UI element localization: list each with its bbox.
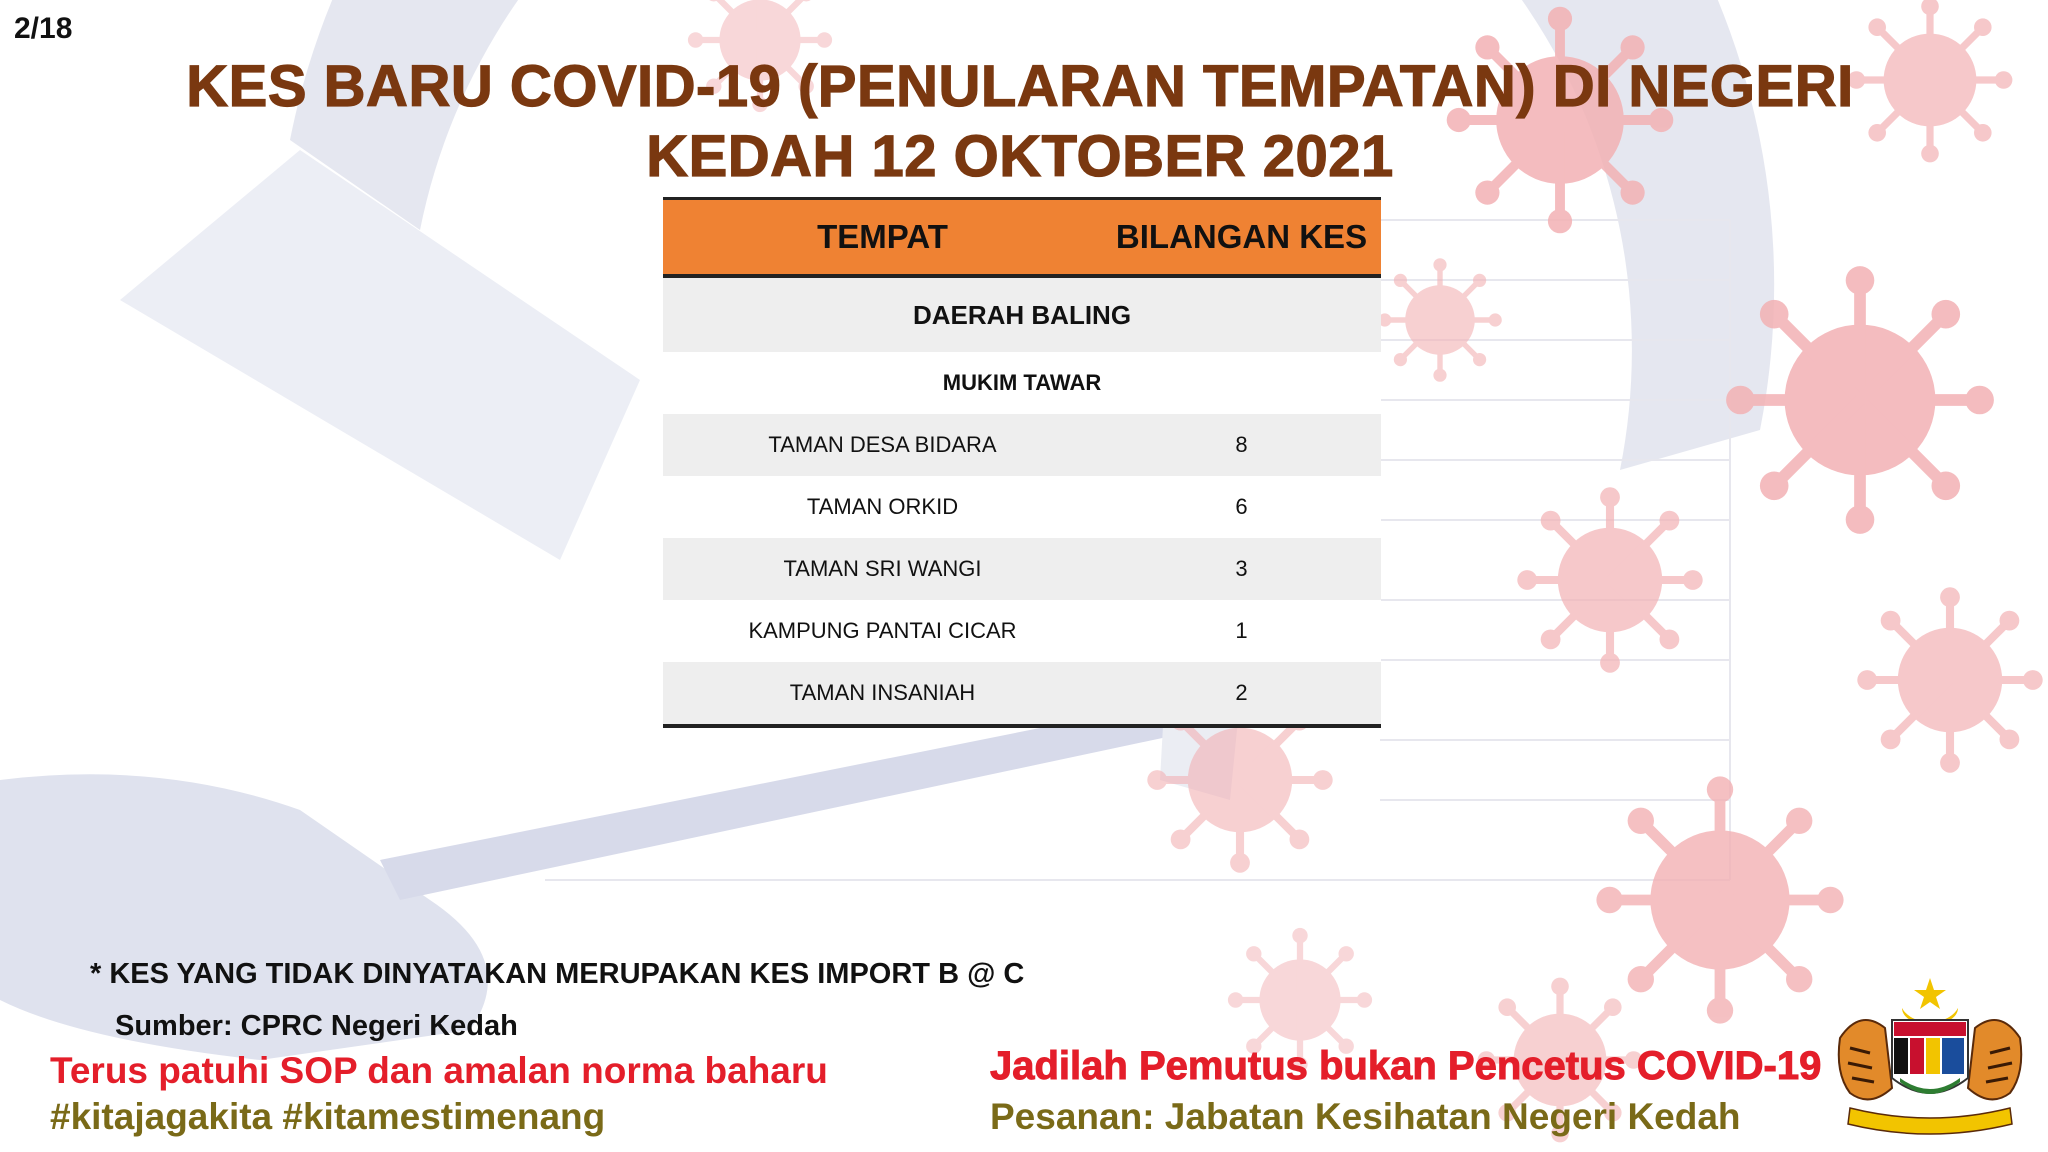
table-row	[663, 414, 1381, 476]
case-count-cell: 8	[1102, 414, 1381, 476]
page-title	[180, 52, 1860, 192]
case-count-cell: 6	[1102, 476, 1381, 538]
message-from: Pesanan: Jabatan Kesihatan Negeri Kedah	[990, 1096, 1741, 1137]
place-cell: TAMAN ORKID	[663, 476, 1102, 538]
case-count-cell: 3	[1102, 538, 1381, 600]
district-name: DAERAH BALING	[663, 276, 1381, 352]
place-cell: TAMAN SRI WANGI	[663, 538, 1102, 600]
place-cell: KAMPUNG PANTAI CICAR	[663, 600, 1102, 662]
mukim-row	[663, 352, 1381, 414]
table-row	[663, 662, 1381, 726]
table-row	[663, 600, 1381, 662]
title-line-2: KEDAH 12 OKTOBER 2021	[646, 124, 1394, 189]
footnote: * KES YANG TIDAK DINYATAKAN MERUPAKAN KES IMPORT B @ C	[90, 958, 1025, 990]
district-row	[663, 276, 1381, 352]
hashtags: #kitajagakita #kitamestimenang	[50, 1096, 606, 1137]
page-number: 2/18	[14, 12, 73, 45]
title-line-1: KES BARU COVID-19 (PENULARAN TEMPATAN) DI NEGERI	[186, 54, 1854, 119]
sop-message: Terus patuhi SOP dan amalan norma baharu	[50, 1050, 828, 1091]
table-row	[663, 476, 1381, 538]
case-table	[663, 197, 1381, 728]
place-cell: TAMAN DESA BIDARA	[663, 414, 1102, 476]
header-place: TEMPAT	[663, 199, 1102, 277]
header-case-count: BILANGAN KES	[1102, 199, 1381, 277]
case-count-cell: 1	[1102, 600, 1381, 662]
slogan: Jadilah Pemutus bukan Pencetus COVID-19	[990, 1044, 1822, 1088]
source-credit: Sumber: CPRC Negeri Kedah	[115, 1010, 518, 1042]
coat-of-arms-icon	[1830, 968, 2030, 1138]
mukim-name: MUKIM TAWAR	[663, 352, 1381, 414]
table-row	[663, 538, 1381, 600]
case-count-cell: 2	[1102, 662, 1381, 726]
place-cell: TAMAN INSANIAH	[663, 662, 1102, 726]
table-header-row	[663, 199, 1381, 277]
